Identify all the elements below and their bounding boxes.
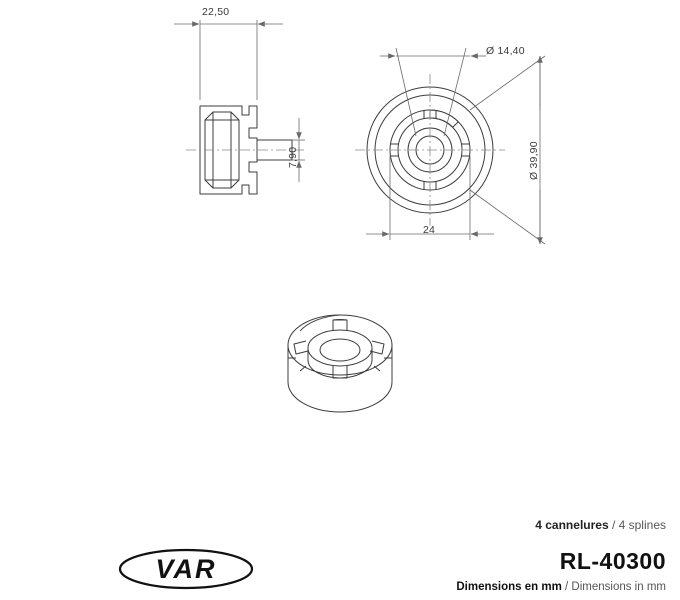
dimension-label-overall-width: 22,50 bbox=[202, 6, 230, 18]
dimension-label-shaft-length: 7,90 bbox=[287, 146, 299, 168]
dimension-label-spline-across-flats: 24 bbox=[423, 224, 436, 236]
dimensions-note-fr: Dimensions en mm bbox=[456, 581, 562, 593]
brand-logo-text: VAR bbox=[155, 554, 217, 584]
dimension-label-outer-diameter: Ø 39,90 bbox=[528, 141, 540, 180]
front-view-centerlines bbox=[355, 74, 505, 226]
dimension-overall-width bbox=[174, 20, 283, 100]
splines-caption-en: / 4 splines bbox=[608, 518, 666, 532]
dimensions-note-en: / Dimensions in mm bbox=[561, 581, 666, 593]
brand-logo bbox=[118, 548, 254, 590]
isometric-view-geometry bbox=[288, 315, 392, 412]
dimensions-note bbox=[456, 581, 666, 593]
splines-caption bbox=[535, 518, 666, 532]
splines-caption-fr: 4 cannelures bbox=[535, 518, 609, 532]
dimension-bore-diameter bbox=[380, 48, 486, 136]
part-number: RL-40300 bbox=[559, 548, 666, 574]
dimension-label-bore-diameter: Ø 14,40 bbox=[486, 45, 525, 57]
